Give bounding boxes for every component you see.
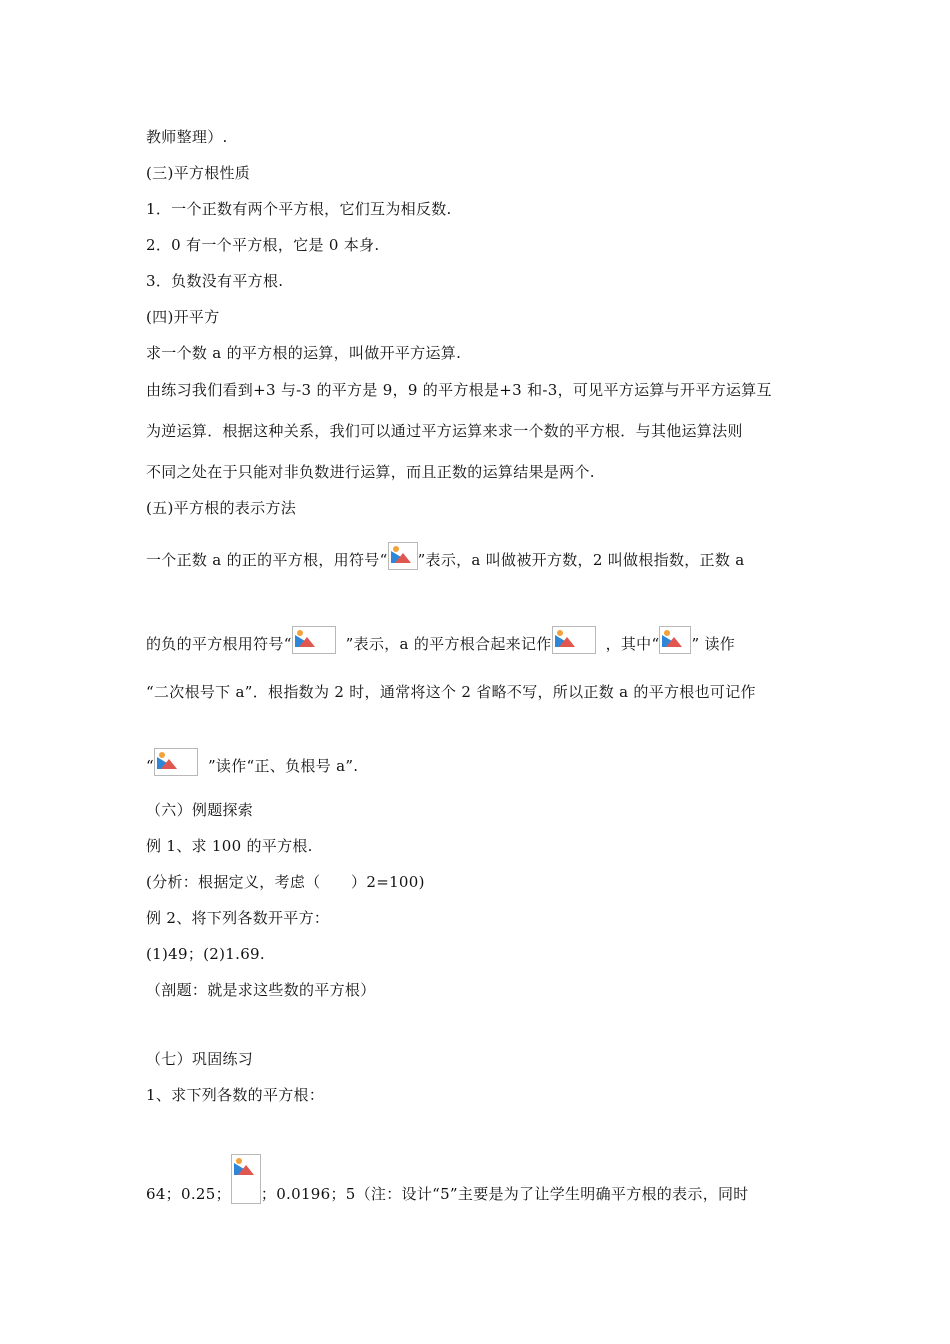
section-heading: (五)平方根的表示方法 — [146, 499, 297, 517]
text-line: 2．0 有一个平方根，它是 0 本身. — [146, 236, 380, 254]
image-placeholder-icon — [154, 748, 198, 776]
text-line: 教师整理）. — [146, 128, 228, 146]
text-line: 例 1、求 100 的平方根. — [146, 837, 313, 855]
text-span: ”读作“正、负根号 a”. — [207, 757, 359, 775]
text-line: 由练习我们看到+3 与-3 的平方是 9，9 的平方根是+3 和-3，可见平方运算与开平方运算互 — [146, 381, 772, 399]
image-placeholder-icon — [292, 626, 336, 654]
text-line: 求一个数 a 的平方根的运算，叫做开平方运算. — [146, 344, 462, 362]
text-span: “ — [146, 757, 154, 775]
text-line — [146, 626, 735, 654]
image-placeholder-icon — [552, 626, 596, 654]
text-span: ；0.0196；5（注：设计“5”主要是为了让学生明确平方根的表示，同时 — [260, 1185, 749, 1203]
text-line: 3．负数没有平方根. — [146, 272, 284, 290]
text-span: ，其中“ — [605, 635, 660, 653]
section-heading: (三)平方根性质 — [146, 164, 251, 182]
text-line: （剖题：就是求这些数的平方根） — [146, 981, 376, 999]
text-line: 为逆运算．根据这种关系，我们可以通过平方运算来求一个数的平方根．与其他运算法则 — [146, 422, 743, 440]
text-line: 例 2、将下列各数开平方： — [146, 909, 330, 927]
text-line: 不同之处在于只能对非负数进行运算，而且正数的运算结果是两个. — [146, 463, 595, 481]
text-span: 一个正数 a 的正的平方根，用符号“ — [146, 551, 388, 569]
text-span: ”表示，a 的平方根合起来记作 — [345, 635, 552, 653]
section-heading: （六）例题探索 — [146, 801, 254, 819]
image-placeholder-icon — [659, 626, 691, 654]
text-line — [146, 748, 358, 776]
text-line — [146, 542, 744, 570]
text-line: 1、求下列各数的平方根： — [146, 1086, 325, 1104]
text-line: (分析：根据定义，考虑（ ）2=100) — [146, 873, 425, 891]
text-line — [146, 1154, 749, 1204]
text-span: ”表示，a 叫做被开方数，2 叫做根指数，正数 a — [417, 551, 745, 569]
image-placeholder-icon — [231, 1154, 261, 1204]
text-line: 1．一个正数有两个平方根，它们互为相反数. — [146, 200, 452, 218]
text-span: 64；0.25； — [146, 1185, 231, 1203]
text-span: 的负的平方根用符号“ — [146, 635, 292, 653]
section-heading: （七）巩固练习 — [146, 1050, 254, 1068]
image-placeholder-icon — [388, 542, 418, 570]
text-line: (1)49；(2)1.69. — [146, 945, 265, 963]
section-heading: (四)开平方 — [146, 308, 220, 326]
text-line: “二次根号下 a”．根指数为 2 时，通常将这个 2 省略不写，所以正数 a 的平方根也可记作 — [146, 683, 756, 701]
text-span: ” 读作 — [691, 635, 736, 653]
